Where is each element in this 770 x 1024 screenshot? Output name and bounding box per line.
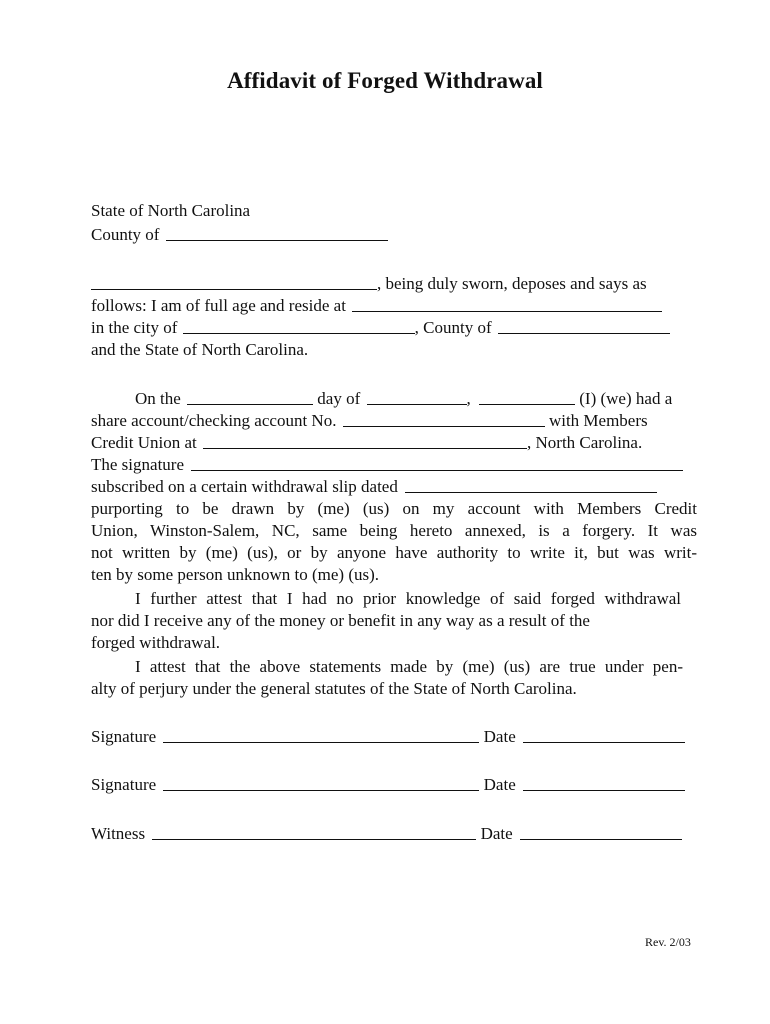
- date-label-3: Date: [480, 824, 513, 843]
- signature-label-1: Signature: [91, 727, 157, 746]
- forged-signature-blank[interactable]: [191, 455, 683, 471]
- slip-date-blank[interactable]: [405, 477, 657, 493]
- comma-text: ,: [466, 389, 471, 408]
- county-blank[interactable]: [166, 225, 388, 241]
- attest-line-2: nor did I receive any of the money or benefit in any way as a result of the: [91, 611, 590, 630]
- account-line: [91, 410, 648, 432]
- state-line: [91, 200, 250, 222]
- residence-line: [91, 295, 662, 317]
- year-blank[interactable]: [479, 389, 575, 405]
- date-label-1: Date: [483, 727, 516, 746]
- attest-line-3: forged withdrawal.: [91, 633, 221, 652]
- body-line-7: Union, Winston-Salem, NC, same being hereto annexed, is a forgery. It was: [91, 521, 697, 540]
- had-a-text: (I) (we) had a: [579, 389, 673, 408]
- city-blank[interactable]: [183, 318, 415, 334]
- signature-label-2: Signature: [91, 775, 157, 794]
- on-the-text: On the: [135, 389, 181, 408]
- date-line: [135, 388, 672, 410]
- affiant-line: [91, 273, 647, 295]
- county-of-label: , County of: [414, 318, 492, 337]
- with-members-text: with Members: [548, 411, 648, 430]
- the-signature-text: The signature: [91, 455, 184, 474]
- residence-blank[interactable]: [352, 296, 662, 312]
- deposes-text: , being duly sworn, deposes and says as: [377, 274, 647, 293]
- state-nc-line: [91, 339, 308, 361]
- document-title: Affidavit of Forged Withdrawal: [227, 68, 543, 93]
- day-blank[interactable]: [187, 389, 313, 405]
- account-text: share account/checking account No.: [91, 411, 337, 430]
- signature-blank-1[interactable]: [163, 727, 479, 743]
- credit-union-text: Credit Union at: [91, 433, 197, 452]
- revision-label: Rev. 2/03: [645, 935, 691, 949]
- signature-blank-2[interactable]: [163, 775, 479, 791]
- signature-row-1: [91, 726, 685, 748]
- signature-row-2: [91, 774, 685, 796]
- branch-blank[interactable]: [203, 433, 527, 449]
- county-label: County of: [91, 225, 160, 244]
- state-nc-text: and the State of North Carolina.: [91, 340, 309, 359]
- witness-label: Witness: [91, 824, 146, 843]
- county-line: [91, 224, 388, 246]
- subscribed-text: subscribed on a certain withdrawal slip dated: [91, 477, 398, 496]
- city-label: in the city of: [91, 318, 178, 337]
- body-line-8: not written by (me) (us), or by anyone have authority to write it, but was writ-: [91, 543, 697, 562]
- date-blank-1[interactable]: [523, 727, 685, 743]
- slip-line: [91, 476, 657, 498]
- account-number-blank[interactable]: [343, 411, 545, 427]
- city-line: [91, 317, 670, 339]
- affiant-name-blank[interactable]: [91, 274, 377, 290]
- attest-line-1: I further attest that I had no prior knowledge of said forged withdrawal: [135, 589, 681, 608]
- body-line-9: ten by some person unknown to (me) (us).: [91, 565, 380, 584]
- perjury-line-1: I attest that the above statements made by (me) (us) are true under pen-: [135, 657, 683, 676]
- witness-blank[interactable]: [152, 824, 476, 840]
- month-blank[interactable]: [367, 389, 467, 405]
- body-line-6: purporting to be drawn by (me) (us) on my account with Members Credit: [91, 499, 697, 518]
- day-of-text: day of: [317, 389, 361, 408]
- north-carolina-text: , North Carolina.: [527, 433, 643, 452]
- credit-union-line: [91, 432, 642, 454]
- residence-county-blank[interactable]: [498, 318, 670, 334]
- signature-line: [91, 454, 683, 476]
- date-label-2: Date: [483, 775, 516, 794]
- reside-text: follows: I am of full age and reside at: [91, 296, 346, 315]
- date-blank-2[interactable]: [523, 775, 685, 791]
- witness-row: [91, 823, 682, 845]
- perjury-line-2: alty of perjury under the general statutes of the State of North Carolina.: [91, 679, 577, 698]
- state-label: State of North Carolina: [91, 201, 251, 220]
- date-blank-3[interactable]: [520, 824, 682, 840]
